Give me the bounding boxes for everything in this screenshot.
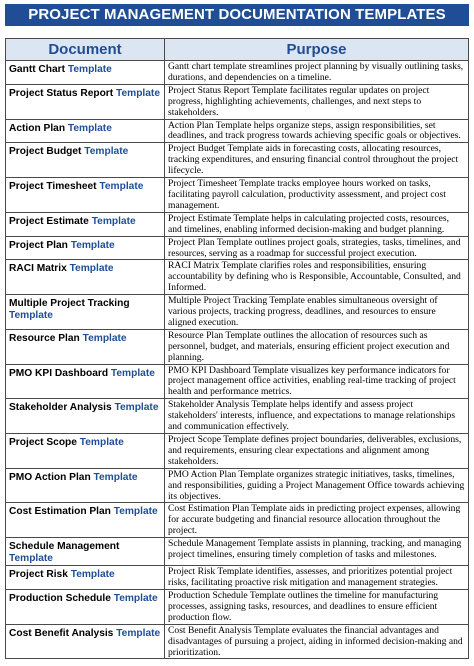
table-row	[6, 329, 469, 364]
document-name-cell	[6, 119, 165, 143]
table-row	[6, 538, 469, 566]
document-name-cell	[6, 503, 165, 538]
template-keyword: Template	[79, 437, 124, 448]
template-keyword: Template	[113, 592, 158, 604]
document-name: Project Budget	[9, 146, 82, 158]
document-name-cell	[6, 538, 165, 566]
template-keyword: Template	[67, 122, 112, 134]
purpose-cell: Production Schedule Template outlines the timeline for manufacturing processes, assigning tasks, resources, and deadlines to ensure efficient production flow.	[165, 589, 469, 624]
document-column-header: Document	[6, 39, 165, 61]
document-name-cell	[6, 468, 165, 503]
document-name: Project Plan	[9, 239, 68, 251]
document-name: Project Estimate	[9, 215, 89, 227]
table-body	[6, 61, 469, 659]
template-keyword: Template	[9, 310, 53, 322]
table-row	[6, 468, 469, 503]
document-name-cell	[6, 84, 165, 119]
document-name-cell	[6, 143, 165, 178]
table-row	[6, 119, 469, 143]
purpose-column-header: Purpose	[165, 39, 469, 61]
template-keyword: Template	[82, 332, 127, 344]
purpose-cell: Project Plan Template outlines project goals, strategies, tasks, timelines, and resources, serving as a roadmap for successful project execution.	[165, 236, 469, 260]
templates-table	[5, 38, 469, 659]
table-row	[6, 143, 469, 178]
table-row	[6, 589, 469, 624]
table-row	[6, 566, 469, 590]
document-name-cell	[6, 329, 165, 364]
template-keyword: Template	[9, 553, 53, 565]
document-name-cell	[6, 260, 165, 295]
document-name: Cost Benefit Analysis	[9, 627, 114, 639]
document-name: PMO Action Plan	[9, 471, 91, 483]
template-keyword: Template	[99, 181, 144, 193]
document-name-cell	[6, 295, 165, 330]
purpose-cell: Cost Estimation Plan Template aids in predicting project expenses, allowing for accurate budgeting and financial resource allocation throughout the project.	[165, 503, 469, 538]
table-row	[6, 61, 469, 85]
purpose-cell: Multiple Project Tracking Template enables simultaneous oversight of various projects, tracking progress, deadlines, and resources to ensure aligned execution.	[165, 295, 469, 330]
template-keyword: Template	[70, 239, 115, 251]
purpose-cell: Stakeholder Analysis Template helps identify and assess project stakeholders' interests, influence, and expectations to manage relationships and communication effectively.	[165, 399, 469, 434]
purpose-cell: Gantt chart template streamlines project planning by visually outlining tasks, durations, and dependencies on a timeline.	[165, 61, 469, 85]
document-name-cell	[6, 566, 165, 590]
template-keyword: Template	[110, 367, 155, 379]
purpose-cell: Project Estimate Template helps in calculating projected costs, resources, and timelines, enabling informed decision-making and budget planning.	[165, 212, 469, 236]
table-header-row	[6, 39, 469, 61]
table-row	[6, 399, 469, 434]
purpose-cell: Project Risk Template identifies, assesses, and prioritizes potential project risks, facilitating proactive risk mitigation and management strategies.	[165, 566, 469, 590]
table-row	[6, 84, 469, 119]
document-name-cell	[6, 399, 165, 434]
table-row	[6, 178, 469, 213]
purpose-cell: Resource Plan Template outlines the allocation of resources such as personnel, budget, and materials, ensuring efficient project execution and planning.	[165, 329, 469, 364]
document-name: Project Status Report	[9, 87, 114, 99]
document-name: Project Scope	[9, 437, 77, 448]
template-keyword: Template	[91, 215, 136, 227]
purpose-cell: PMO KPI Dashboard Template visualizes key performance indicators for project management office activities, enabling real-time tracking of project health and performance metrics.	[165, 364, 469, 399]
table-row	[6, 624, 469, 659]
table-row	[6, 236, 469, 260]
page-title: PROJECT MANAGEMENT DOCUMENTATION TEMPLATES	[5, 4, 469, 26]
table-row	[6, 212, 469, 236]
template-keyword: Template	[116, 87, 160, 99]
document-name: Resource Plan	[9, 332, 80, 344]
template-keyword: Template	[113, 506, 158, 518]
purpose-cell: Project Scope Template defines project boundaries, deliverables, exclusions, and requirements, ensuring clear expectations and alignment among stakeholders.	[165, 434, 469, 469]
document-name: Production Schedule	[9, 592, 111, 604]
document-name: PMO KPI Dashboard	[9, 367, 109, 379]
table-row	[6, 295, 469, 330]
purpose-cell: Action Plan Template helps organize steps, assign responsibilities, set deadlines, and track progress towards achieving specific goals or objectives.	[165, 119, 469, 143]
template-keyword: Template	[93, 471, 138, 483]
document-name-cell	[6, 434, 165, 469]
purpose-cell: Cost Benefit Analysis Template evaluates the financial advantages and disadvantages of pursuing a project, aiding in informed decision-making and prioritization.	[165, 624, 469, 659]
document-name-cell	[6, 178, 165, 213]
template-keyword: Template	[114, 402, 159, 414]
document-name-cell	[6, 624, 165, 659]
document-name-cell	[6, 236, 165, 260]
document-name: Project Timesheet	[9, 181, 97, 193]
template-keyword: Template	[116, 627, 161, 639]
template-keyword: Template	[84, 146, 129, 158]
table-row	[6, 434, 469, 469]
purpose-cell: Project Timesheet Template tracks employee hours worked on tasks, facilitating payroll calculation, productivity assessment, and project cost management.	[165, 178, 469, 213]
template-keyword: Template	[70, 569, 115, 581]
document-name-cell	[6, 589, 165, 624]
purpose-cell: PMO Action Plan Template organizes strategic initiatives, tasks, timelines, and responsibilities, guiding a Project Management Office towards achieving its objectives.	[165, 468, 469, 503]
document-name: Cost Estimation Plan	[9, 506, 111, 518]
purpose-cell: RACI Matrix Template clarifies roles and responsibilities, ensuring accountability by defining who is Responsible, Accountable, Consulted, and Informed.	[165, 260, 469, 295]
document-name: Multiple Project Tracking	[9, 298, 130, 310]
document-name: Action Plan	[9, 122, 66, 134]
document-name: Stakeholder Analysis	[9, 402, 112, 414]
document-name-cell	[6, 61, 165, 85]
purpose-cell: Project Status Report Template facilitates regular updates on project progress, highlighting achievements, challenges, and next steps to stakeholders.	[165, 84, 469, 119]
document-name: Schedule Management	[9, 541, 120, 553]
table-row	[6, 503, 469, 538]
table-row	[6, 260, 469, 295]
table-row	[6, 364, 469, 399]
purpose-cell: Project Budget Template aids in forecasting costs, allocating resources, tracking expenditures, and ensuring financial control throughout the project lifecycle.	[165, 143, 469, 178]
template-keyword: Template	[67, 64, 112, 75]
document-name-cell	[6, 212, 165, 236]
document-name: Project Risk	[9, 569, 68, 581]
purpose-cell: Schedule Management Template assists in planning, tracking, and managing project timelines, ensuring timely completion of tasks and milestones.	[165, 538, 469, 566]
document-name: Gantt Chart	[9, 64, 66, 75]
document-name-cell	[6, 364, 165, 399]
template-keyword: Template	[69, 263, 114, 275]
document-name: RACI Matrix	[9, 263, 67, 275]
